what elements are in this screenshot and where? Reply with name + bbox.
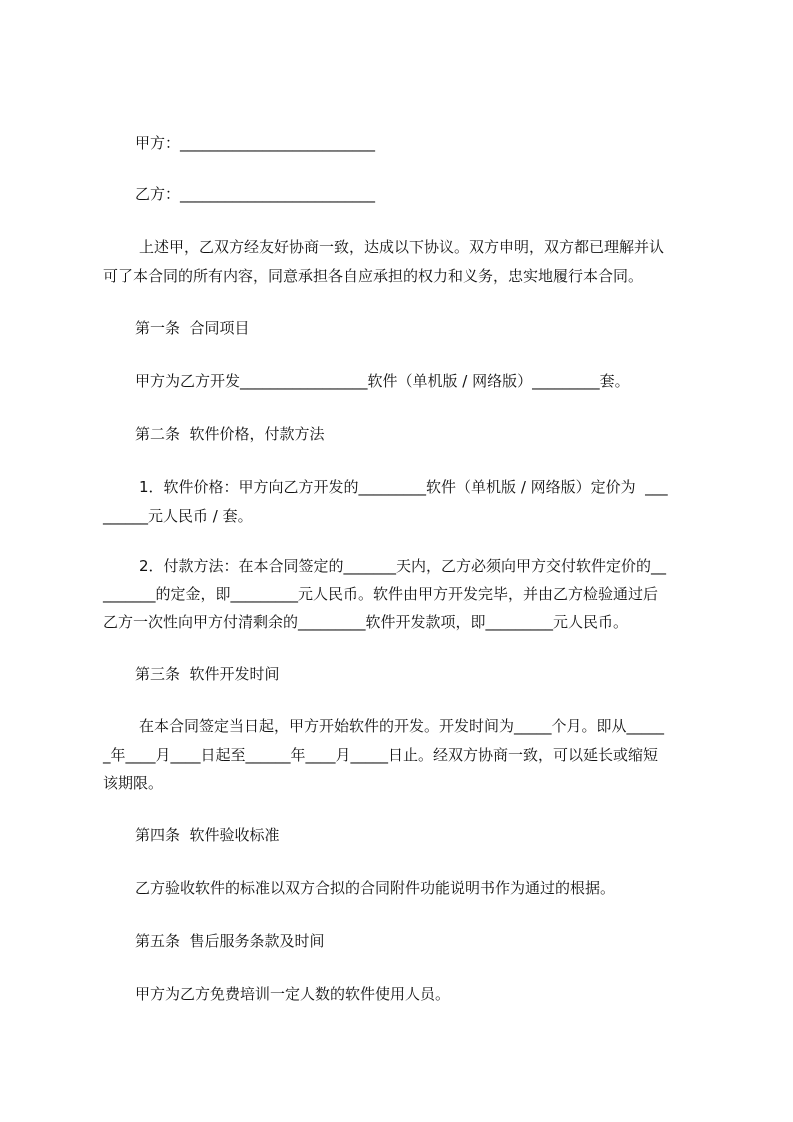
- intro-line-1: 上述甲，乙双方经友好协商一致，达成以下协议。双方申明，双方都已理解并认: [139, 238, 665, 256]
- article-2-heading: 第二条 软件价格，付款方法: [135, 425, 325, 443]
- article-2-item-2-line-3: 乙方一次性向甲方付清剩余的_________软件开发款项，即_________元人民币。: [103, 613, 629, 631]
- article-4-heading: 第四条 软件验收标准: [135, 826, 280, 844]
- article-2-item-2-line-1: 2．付款方法：在本合同签定的_______天内，乙方必须向甲方交付软件定价的__: [139, 557, 667, 575]
- article-4-body: 乙方验收软件的标准以双方合拟的合同附件功能说明书作为通过的根据。: [135, 879, 616, 897]
- party-b-line: 乙方：__________________________: [135, 185, 376, 203]
- article-3-body-line-1: 在本合同签定当日起，甲方开始软件的开发。开发时间为_____个月。即从_____: [139, 717, 665, 735]
- party-a-line: 甲方：__________________________: [135, 134, 376, 152]
- article-3-body-line-2: _年____月____日起至______年____月_____日止。经双方协商一致，可以延长或缩短: [103, 746, 659, 764]
- article-3-heading: 第三条 软件开发时间: [135, 665, 280, 683]
- article-3-body-line-3: 该期限。: [103, 774, 164, 792]
- article-2-item-2-line-2: _______的定金，即_________元人民币。软件由甲方开发完毕，并由乙方检验通过后: [103, 585, 659, 603]
- article-1-heading: 第一条 合同项目: [135, 319, 250, 337]
- article-2-item-1-line-2: ______元人民币 / 套。: [103, 507, 253, 525]
- article-5-body: 甲方为乙方免费培训一定人数的软件使用人员。: [135, 985, 451, 1003]
- article-5-heading: 第五条 售后服务条款及时间: [135, 932, 325, 950]
- article-2-item-1-line-1: 1．软件价格：甲方向乙方开发的_________软件（单机版 / 网络版）定价为 ___: [139, 478, 668, 496]
- intro-line-2: 可了本合同的所有内容，同意承担各自应承担的权力和义务，忠实地履行本合同。: [103, 267, 644, 285]
- article-1-body: 甲方为乙方开发_________________软件（单机版 / 网络版）_________套。: [135, 372, 630, 390]
